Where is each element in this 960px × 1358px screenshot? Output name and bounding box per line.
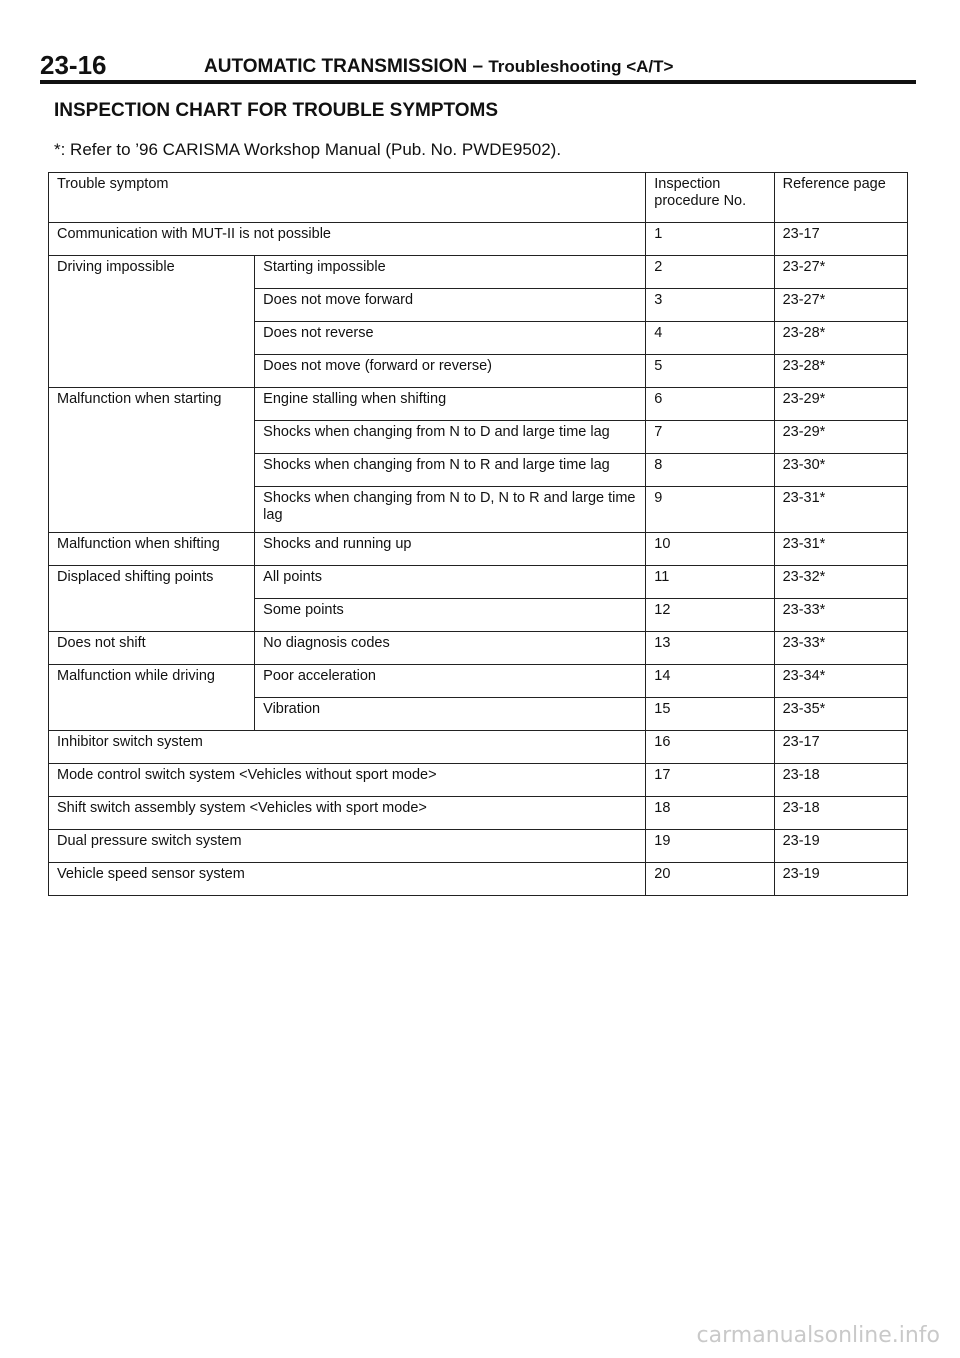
symptom-cell: Dual pressure switch system [49, 830, 646, 863]
symptom-detail-cell: Shocks when changing from N to D, N to R and large time lag [255, 487, 646, 533]
procedure-cell: 7 [646, 421, 774, 454]
symptom-cell: Vehicle speed sensor system [49, 863, 646, 896]
reference-cell: 23-18 [774, 797, 907, 830]
reference-cell: 23-27* [774, 289, 907, 322]
symptom-group-cell: Displaced shifting points [49, 566, 255, 632]
reference-cell: 23-17 [774, 731, 907, 764]
symptom-group-cell: Driving impossible [49, 256, 255, 388]
reference-cell: 23-18 [774, 764, 907, 797]
page-number: 23-16 [40, 50, 107, 80]
table-row [49, 764, 908, 797]
symptom-group-cell: Malfunction when starting [49, 388, 255, 533]
symptom-group-cell: Malfunction while driving [49, 665, 255, 731]
header-trouble-symptom: Trouble symptom [49, 173, 646, 223]
header-rule [40, 80, 916, 84]
procedure-cell: 1 [646, 223, 774, 256]
symptom-group-cell: Does not shift [49, 632, 255, 665]
symptom-cell: Shift switch assembly system <Vehicles with sport mode> [49, 797, 646, 830]
table-row [49, 566, 908, 599]
table-row [49, 256, 908, 289]
site-watermark: carmanualsonline.info [696, 1323, 940, 1348]
reference-cell: 23-19 [774, 863, 907, 896]
symptom-group-cell: Malfunction when shifting [49, 533, 255, 566]
procedure-cell: 5 [646, 355, 774, 388]
page-title [204, 56, 673, 78]
reference-cell: 23-31* [774, 533, 907, 566]
procedure-cell: 12 [646, 599, 774, 632]
reference-cell: 23-33* [774, 632, 907, 665]
inspection-chart-table [48, 172, 908, 896]
section-subtitle: Troubleshooting <A/T> [488, 57, 674, 76]
symptom-detail-cell: Starting impossible [255, 256, 646, 289]
reference-cell: 23-30* [774, 454, 907, 487]
reference-cell: 23-28* [774, 355, 907, 388]
reference-cell: 23-32* [774, 566, 907, 599]
procedure-cell: 9 [646, 487, 774, 533]
procedure-cell: 11 [646, 566, 774, 599]
symptom-detail-cell: All points [255, 566, 646, 599]
reference-cell: 23-28* [774, 322, 907, 355]
symptom-detail-cell: Shocks when changing from N to D and large time lag [255, 421, 646, 454]
symptom-detail-cell: Does not reverse [255, 322, 646, 355]
reference-cell: 23-27* [774, 256, 907, 289]
procedure-cell: 8 [646, 454, 774, 487]
table-row [49, 665, 908, 698]
symptom-detail-cell: Shocks when changing from N to R and large time lag [255, 454, 646, 487]
reference-cell: 23-35* [774, 698, 907, 731]
symptom-detail-cell: No diagnosis codes [255, 632, 646, 665]
procedure-cell: 16 [646, 731, 774, 764]
reference-cell: 23-17 [774, 223, 907, 256]
symptom-detail-cell: Some points [255, 599, 646, 632]
symptom-cell: Inhibitor switch system [49, 731, 646, 764]
table-header-row [49, 173, 908, 223]
table-row [49, 223, 908, 256]
symptom-detail-cell: Does not move (forward or reverse) [255, 355, 646, 388]
symptom-cell: Communication with MUT-II is not possible [49, 223, 646, 256]
procedure-cell: 20 [646, 863, 774, 896]
symptom-detail-cell: Engine stalling when shifting [255, 388, 646, 421]
procedure-cell: 14 [646, 665, 774, 698]
reference-cell: 23-34* [774, 665, 907, 698]
header-inspection-procedure: Inspection procedure No. [646, 173, 774, 223]
procedure-cell: 2 [646, 256, 774, 289]
procedure-cell: 3 [646, 289, 774, 322]
procedure-cell: 10 [646, 533, 774, 566]
reference-note: *: Refer to ’96 CARISMA Workshop Manual (Pub. No. PWDE9502). [54, 140, 562, 159]
symptom-detail-cell: Poor acceleration [255, 665, 646, 698]
procedure-cell: 19 [646, 830, 774, 863]
symptom-cell: Mode control switch system <Vehicles without sport mode> [49, 764, 646, 797]
title-dash: – [472, 56, 484, 77]
procedure-cell: 15 [646, 698, 774, 731]
table-row [49, 731, 908, 764]
page-header [40, 50, 915, 84]
section-title: AUTOMATIC TRANSMISSION [204, 56, 468, 77]
procedure-cell: 13 [646, 632, 774, 665]
reference-cell: 23-31* [774, 487, 907, 533]
reference-cell: 23-19 [774, 830, 907, 863]
table-row [49, 632, 908, 665]
procedure-cell: 6 [646, 388, 774, 421]
table-row [49, 830, 908, 863]
procedure-cell: 17 [646, 764, 774, 797]
table-row [49, 863, 908, 896]
symptom-detail-cell: Shocks and running up [255, 533, 646, 566]
procedure-cell: 4 [646, 322, 774, 355]
reference-cell: 23-29* [774, 388, 907, 421]
reference-cell: 23-33* [774, 599, 907, 632]
header-reference-page: Reference page [774, 173, 907, 223]
chart-heading: INSPECTION CHART FOR TROUBLE SYMPTOMS [54, 100, 499, 121]
reference-cell: 23-29* [774, 421, 907, 454]
table-row [49, 388, 908, 421]
table-row [49, 533, 908, 566]
procedure-cell: 18 [646, 797, 774, 830]
table-row [49, 797, 908, 830]
symptom-detail-cell: Does not move forward [255, 289, 646, 322]
symptom-detail-cell: Vibration [255, 698, 646, 731]
